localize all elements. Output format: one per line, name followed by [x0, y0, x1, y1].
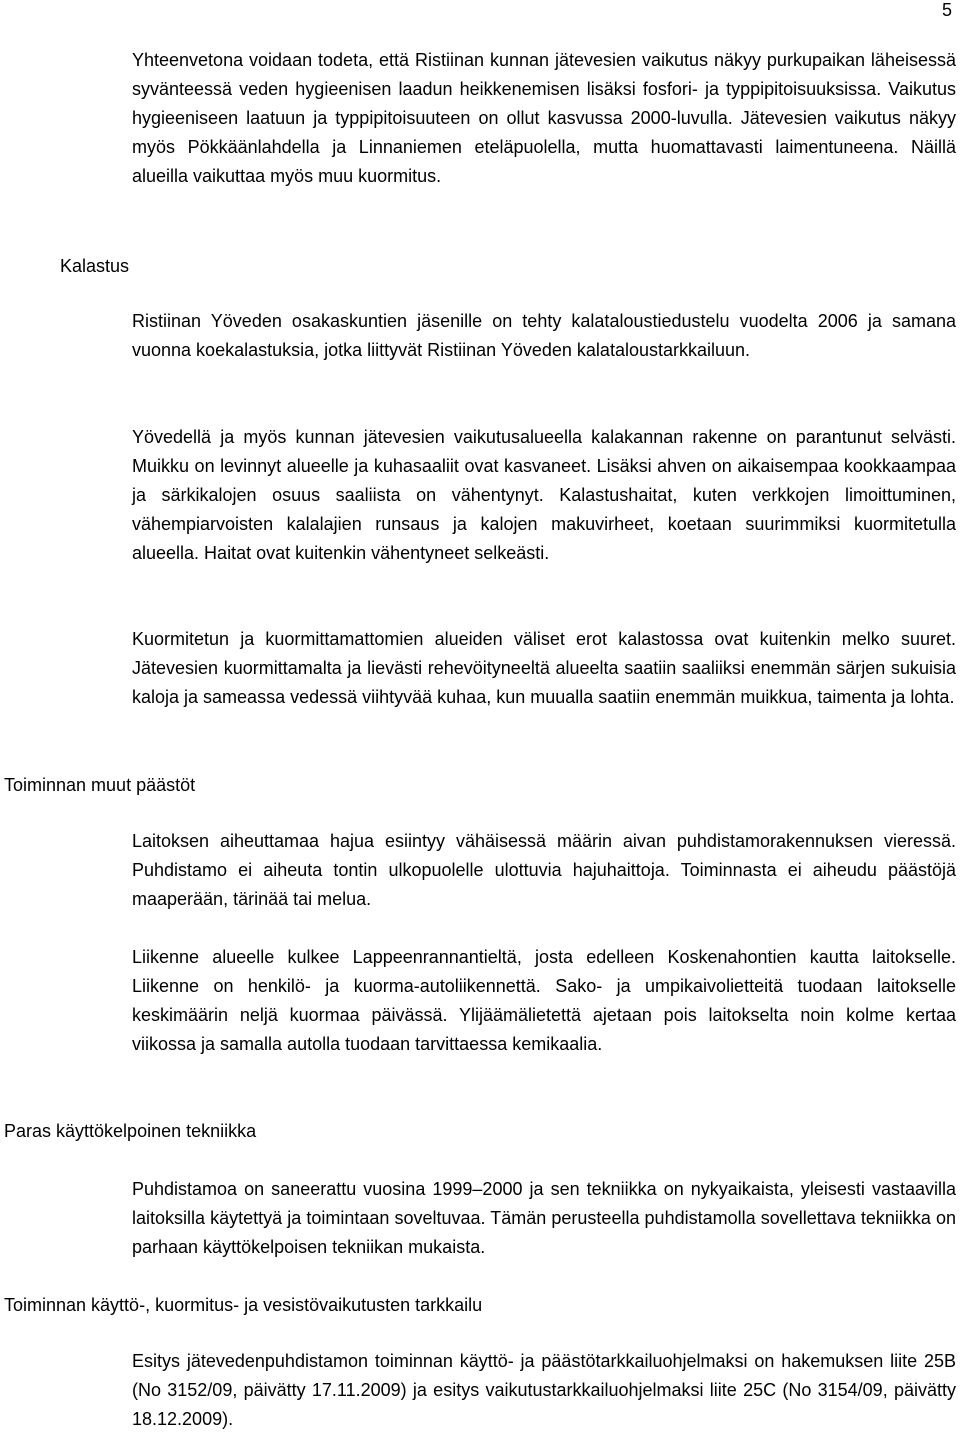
heading-tarkkailu: Toiminnan käyttö-, kuormitus- ja vesistövaikutusten tarkkailu — [4, 1295, 483, 1315]
summary-paragraph: Yhteenvetona voidaan todeta, että Ristiinan kunnan jätevesien vaikutus näkyy purkupaikan läheisessä syvänteessä veden hygieenisen laadun heikkenemisen lisäksi fosfori- ja typpipitoisuuksissa. Vaikutus hygieeniseen laatuun ja typpipitoisuuteen on ollut kasvussa 2000-luvulla. Jätevesien vaikutus näkyy myös Pökkäänlahdella ja Linnaniemen eteläpuolella, mutta huomattavasti laimentuneena. Näillä alueilla vaikuttaa myös muu kuormitus. — [132, 50, 956, 186]
paastot-paragraph-1: Laitoksen aiheuttamaa hajua esiintyy vähäisessä määrin aivan puhdistamorakennuksen vieressä. Puhdistamo ei aiheuta tontin ulkopuolelle ulottuvia hajuhaittoja. Toiminnasta ei aiheudu päästöjä maaperään, tärinää tai melua. — [132, 831, 956, 909]
kalastus-paragraph-3: Kuormitetun ja kuormittamattomien alueiden väliset erot kalastossa ovat kuitenkin melko suuret. Jätevesien kuormittamalta ja lievästi rehevöityneeltä alueelta saatiin saaliiksi enemmän särjen sukuisia kaloja ja sameassa vedessä viihtyvää kuhaa, kun muualla saatiin enemmän muikkua, taimenta ja lohta. — [132, 629, 956, 707]
kalastus-paragraph-2: Yövedellä ja myös kunnan jätevesien vaikutusalueella kalakannan rakenne on parantunut selvästi. Muikku on levinnyt alueelle ja kuhasaaliit ovat kasvaneet. Lisäksi ahven on aikaisempaa kookkaampaa ja särkikalojen osuus saaliista on vähentynyt. Kalastushaitat, kuten verkkojen limoittuminen, vähempiarvoisten kalalajien runsaus ja kalojen makuvirheet, koetaan suurimmiksi kuormitetulla alueella. Haitat ovat kuitenkin vähentyneet selkeästi. — [132, 427, 956, 563]
tekniikka-paragraph: Puhdistamoa on saneerattu vuosina 1999–2000 ja sen tekniikka on nykyaikaista, yleisesti vastaavilla laitoksilla käytettyä ja toimintaan soveltuvaa. Tämän perusteella puhdistamolla sovellettava tekniikka on parhaan käyttökelpoisen tekniikan mukaista. — [132, 1179, 956, 1257]
heading-paras-kayttokelpoinen-tekniikka: Paras käyttökelpoinen tekniikka — [4, 1121, 257, 1141]
kalastus-paragraph-1: Ristiinan Yöveden osakaskuntien jäsenille on tehty kalataloustiedustelu vuodelta 2006 ja samana vuonna koekalastuksia, jotka liittyvät Ristiinan Yöveden kalataloustarkkailuun. — [132, 311, 956, 360]
heading-kalastus: Kalastus — [60, 256, 130, 276]
heading-toiminnan-muut-paastot: Toiminnan muut päästöt — [4, 775, 196, 795]
tarkkailu-paragraph: Esitys jätevedenpuhdistamon toiminnan käyttö- ja päästötarkkailuohjelmaksi on hakemuksen liite 25B (No 3152/09, päivätty 17.11.2009) ja esitys vaikutustarkkailuohjelmaksi liite 25C (No 3154/09, päivätty 18.12.2009). — [132, 1351, 956, 1429]
paastot-paragraph-2: Liikenne alueelle kulkee Lappeenrannantieltä, josta edelleen Koskenahontien kautta laitokselle. Liikenne on henkilö- ja kuorma-autoliikennettä. Sako- ja umpikaivolietteitä tuodaan laitokselle keskimäärin neljä kuormaa päivässä. Ylijäämälietettä ajetaan pois laitokselta noin kolme kertaa viikossa ja samalla autolla tuodaan tarvittaessa kemikaalia. — [132, 947, 956, 1054]
page-number: 5 — [941, 0, 952, 20]
